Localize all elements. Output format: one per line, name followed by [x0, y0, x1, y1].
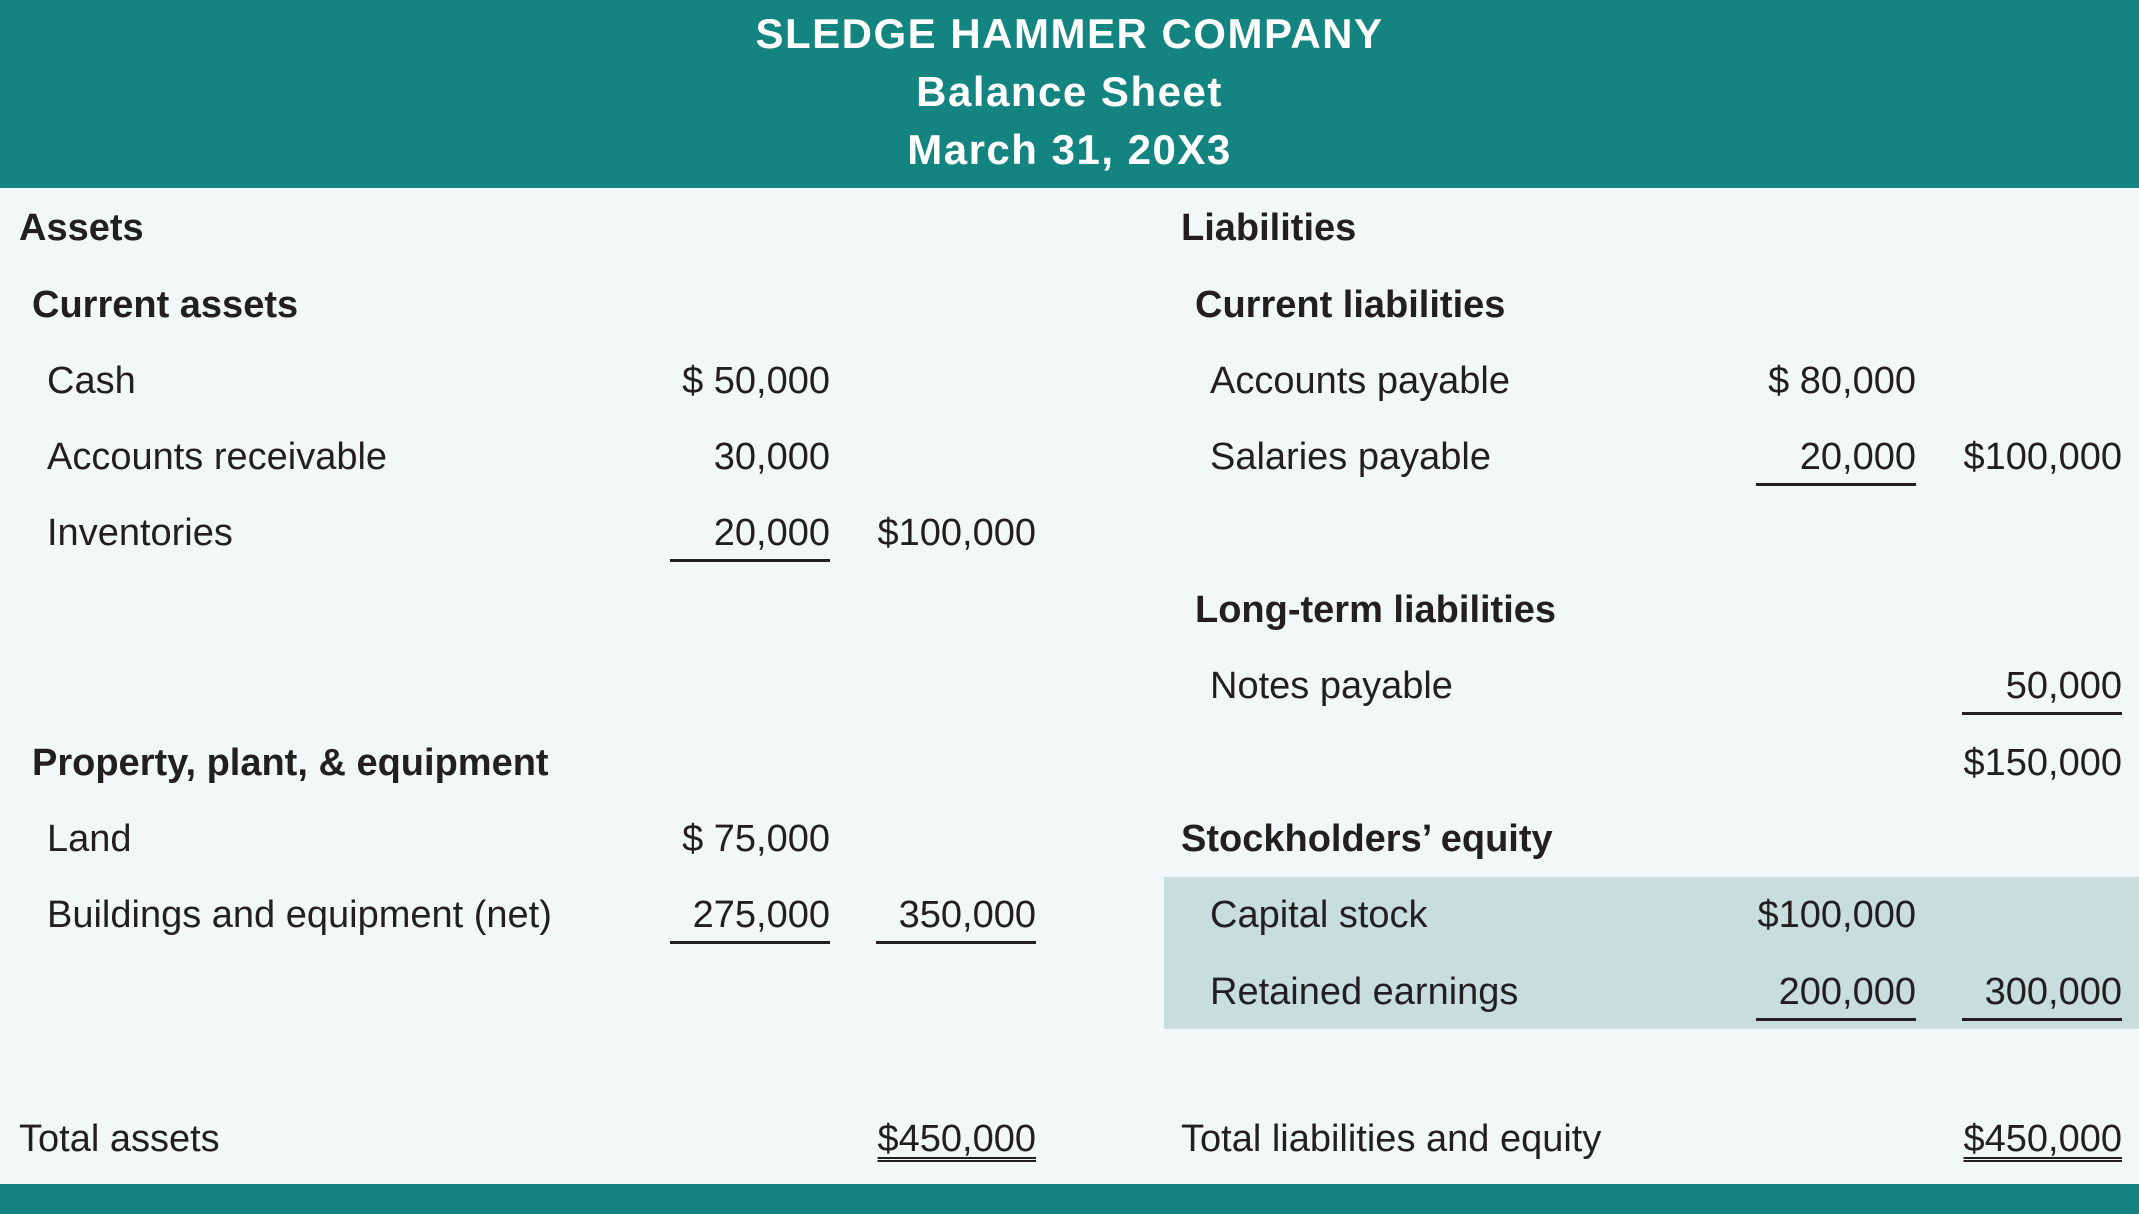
total-liabilities-equity-label: Total liabilities and equity	[1181, 1118, 1602, 1160]
ppe-heading: Property, plant, & equipment	[32, 742, 549, 784]
salaries-payable-amount: 20,000	[1756, 432, 1916, 486]
statement-header	[0, 0, 2139, 188]
accounts-payable-label: Accounts payable	[1210, 360, 1510, 402]
inventories-label: Inventories	[47, 512, 233, 554]
accounts-receivable-label: Accounts receivable	[47, 436, 388, 478]
capital-stock-amount: $100,000	[1757, 894, 1916, 936]
capital-stock-label: Capital stock	[1210, 894, 1428, 936]
retained-earnings-amount: 200,000	[1756, 967, 1916, 1021]
total-assets-amount: $450,000	[877, 1118, 1036, 1160]
total-assets-value	[876, 1114, 1036, 1164]
total-liabilities-equity-amount: $450,000	[1963, 1118, 2122, 1160]
total-liabilities-value: $150,000	[1963, 742, 2122, 784]
notes-payable-amount: 50,000	[1962, 661, 2122, 715]
cash-amount: $ 50,000	[682, 360, 830, 402]
statement-title: Balance Sheet	[916, 68, 1223, 115]
current-liabilities-subtotal: $100,000	[1963, 436, 2122, 478]
land-amount: $ 75,000	[682, 818, 830, 860]
footer-bar	[0, 1184, 2139, 1214]
buildings-equipment-amount: 275,000	[670, 890, 830, 944]
buildings-equipment-label: Buildings and equipment (net)	[47, 894, 552, 936]
inventories-amount: 20,000	[670, 508, 830, 562]
accounts-payable-amount: $ 80,000	[1768, 360, 1916, 402]
liabilities-heading: Liabilities	[1181, 207, 1357, 249]
current-assets-subtotal: $100,000	[877, 512, 1036, 554]
salaries-payable-label: Salaries payable	[1210, 436, 1491, 478]
cash-label: Cash	[47, 360, 136, 402]
accounts-receivable-amount: 30,000	[713, 436, 830, 478]
company-name: SLEDGE HAMMER COMPANY	[755, 10, 1384, 57]
assets-heading: Assets	[19, 207, 144, 249]
total-liabilities-equity-value	[1962, 1114, 2122, 1164]
long-term-liabilities-heading: Long-term liabilities	[1195, 589, 1557, 631]
ppe-subtotal: 350,000	[876, 890, 1036, 944]
equity-subtotal: 300,000	[1962, 967, 2122, 1021]
current-liabilities-heading: Current liabilities	[1195, 284, 1506, 326]
land-label: Land	[47, 818, 132, 860]
statement-date: March 31, 20X3	[907, 126, 1232, 173]
total-assets-label: Total assets	[19, 1118, 220, 1160]
equity-heading: Stockholders’ equity	[1181, 818, 1553, 860]
current-assets-heading: Current assets	[32, 284, 299, 326]
notes-payable-label: Notes payable	[1210, 665, 1453, 707]
retained-earnings-label: Retained earnings	[1210, 971, 1519, 1013]
